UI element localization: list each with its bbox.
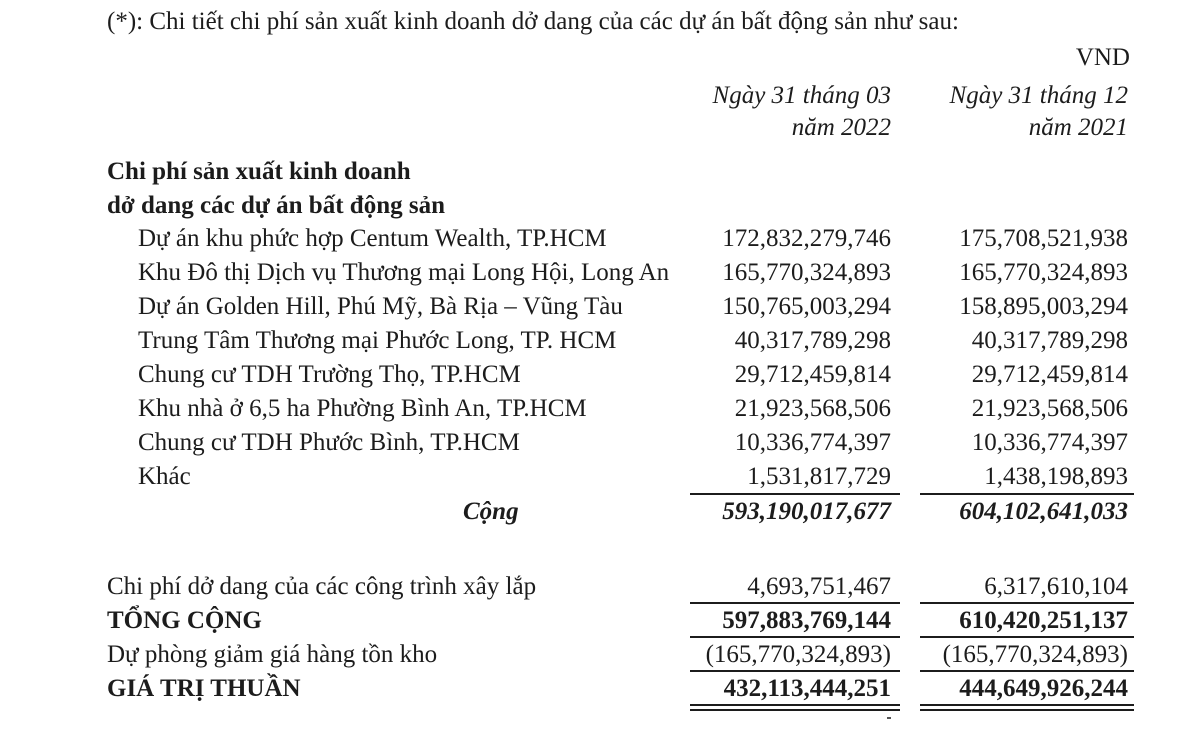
column-header-2021-line1: Ngày 31 tháng 12 (949, 82, 1128, 109)
value-2022: 150,765,003,294 (722, 293, 891, 320)
subtotal-2021: 604,102,641,033 (959, 498, 1128, 525)
table-row (0, 358, 1200, 392)
value-2021: 158,895,003,294 (959, 293, 1128, 320)
summary-row-provision (0, 638, 1200, 672)
value-2022: (165,770,324,893) (705, 641, 891, 668)
value-2021: 610,420,251,137 (959, 607, 1128, 634)
row-label: Khác (138, 463, 191, 490)
value-2022: 432,113,444,251 (723, 675, 891, 702)
value-2021: 29,712,459,814 (971, 361, 1128, 388)
subtotal-label: Cộng (463, 498, 519, 525)
column-header-2021-line2: năm 2021 (1028, 114, 1128, 141)
row-label: GIÁ TRỊ THUẦN (107, 675, 301, 702)
row-label: Chung cư TDH Trường Thọ, TP.HCM (138, 361, 521, 388)
table-row (0, 222, 1200, 256)
value-2021: 444,649,926,244 (959, 675, 1128, 702)
row-label: Dự án khu phức hợp Centum Wealth, TP.HCM (138, 225, 607, 252)
table-row (0, 324, 1200, 358)
row-label: Dự phòng giảm giá hàng tồn kho (107, 641, 438, 668)
value-2022: 597,883,769,144 (722, 607, 891, 634)
column-header-2021 (950, 80, 1128, 144)
table-row (0, 290, 1200, 324)
double-rule-2021 (920, 704, 1134, 711)
value-2022: 40,317,789,298 (734, 327, 891, 354)
value-2022: 21,923,568,506 (734, 395, 891, 422)
summary-row-grand-total (0, 604, 1200, 638)
value-2021: 40,317,789,298 (971, 327, 1128, 354)
value-2022: 165,770,324,893 (722, 259, 891, 286)
value-2021: 165,770,324,893 (959, 259, 1128, 286)
column-header-2022 (713, 80, 891, 144)
page-mark (887, 717, 891, 719)
value-2022: 172,832,279,746 (722, 225, 891, 252)
summary-row-net-value (0, 672, 1200, 706)
value-2022: 29,712,459,814 (734, 361, 891, 388)
intro-text: (*): Chi tiết chi phí sản xuất kinh doanh dở dang của các dự án bất động sản như sau: (107, 8, 959, 35)
column-header-2022-line1: Ngày 31 tháng 03 (712, 82, 891, 109)
value-2021: (165,770,324,893) (942, 641, 1128, 668)
row-label: Trung Tâm Thương mại Phước Long, TP. HCM (138, 327, 617, 354)
table-row (0, 256, 1200, 290)
value-2021: 1,438,198,893 (984, 463, 1128, 490)
value-2022: 1,531,817,729 (747, 463, 891, 490)
row-label: Chi phí dở dang của các công trình xây lắp (107, 573, 537, 600)
table-row (0, 426, 1200, 460)
currency-unit: VND (1075, 44, 1130, 71)
value-2021: 6,317,610,104 (984, 573, 1128, 600)
value-2021: 175,708,521,938 (959, 225, 1128, 252)
section-title-line1: Chi phí sản xuất kinh doanh (107, 158, 411, 185)
row-label: Dự án Golden Hill, Phú Mỹ, Bà Rịa – Vũng Tàu (138, 293, 623, 320)
value-2021: 10,336,774,397 (971, 429, 1128, 456)
table-row (0, 392, 1200, 426)
value-2022: 4,693,751,467 (747, 573, 891, 600)
table-row (0, 460, 1200, 494)
subtotal-2022: 593,190,017,677 (722, 498, 891, 525)
row-label: Khu Đô thị Dịch vụ Thương mại Long Hội, Long An (138, 259, 670, 286)
double-rule-2022 (690, 704, 900, 711)
row-label: Chung cư TDH Phước Bình, TP.HCM (138, 429, 520, 456)
column-header-2022-line2: năm 2022 (791, 114, 891, 141)
row-label: Khu nhà ở 6,5 ha Phường Bình An, TP.HCM (138, 395, 587, 422)
value-2021: 21,923,568,506 (971, 395, 1128, 422)
row-label: TỔNG CỘNG (107, 607, 262, 634)
value-2022: 10,336,774,397 (734, 429, 891, 456)
summary-row-construction-wip (0, 570, 1200, 604)
subtotal-row (0, 495, 1200, 529)
section-title-line2: dở dang các dự án bất động sản (107, 192, 445, 219)
